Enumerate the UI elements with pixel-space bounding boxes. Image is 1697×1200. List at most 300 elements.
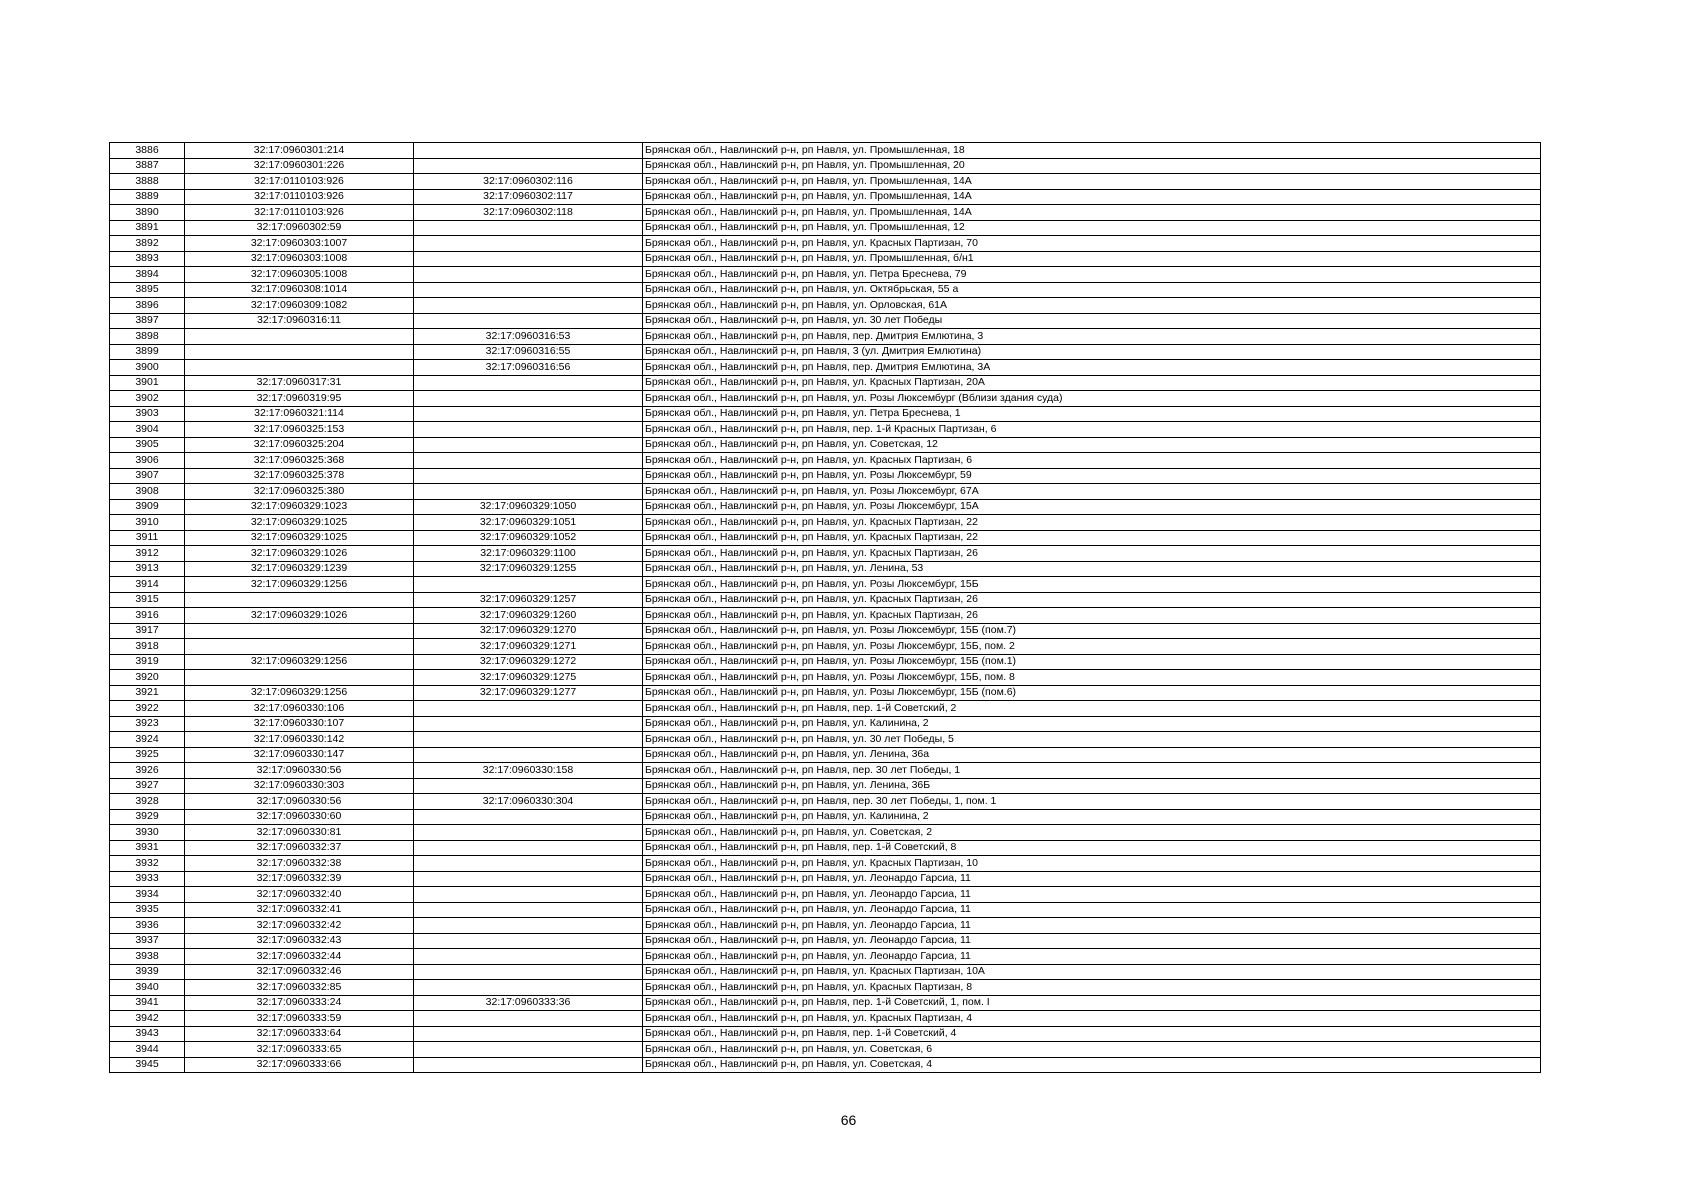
cadastral-number-cell: 32:17:0960325:368 <box>185 453 414 469</box>
related-cadastral-cell: 32:17:0960329:1260 <box>414 608 643 624</box>
table-row <box>110 515 1541 531</box>
table-row <box>110 964 1541 980</box>
table-row <box>110 608 1541 624</box>
cadastral-number-cell: 32:17:0960332:39 <box>185 871 414 887</box>
related-cadastral-cell <box>414 437 643 453</box>
related-cadastral-cell <box>414 453 643 469</box>
related-cadastral-cell <box>414 298 643 314</box>
related-cadastral-cell: 32:17:0960302:117 <box>414 189 643 205</box>
related-cadastral-cell: 32:17:0960329:1100 <box>414 546 643 562</box>
address-cell: Брянская обл., Навлинский р-н, рп Навля, ул. Советская, 12 <box>643 437 1541 453</box>
table-row <box>110 902 1541 918</box>
row-number-cell: 3931 <box>110 840 185 856</box>
row-number-cell: 3891 <box>110 220 185 236</box>
row-number-cell: 3905 <box>110 437 185 453</box>
cadastral-number-cell: 32:17:0960330:303 <box>185 778 414 794</box>
cadastral-number-cell: 32:17:0960329:1256 <box>185 685 414 701</box>
row-number-cell: 3928 <box>110 794 185 810</box>
row-number-cell: 3886 <box>110 143 185 159</box>
address-cell: Брянская обл., Навлинский р-н, рп Навля, ул. Ленина, 36а <box>643 747 1541 763</box>
table-row <box>110 856 1541 872</box>
related-cadastral-cell: 32:17:0960329:1051 <box>414 515 643 531</box>
cadastral-number-cell: 32:17:0960333:64 <box>185 1026 414 1042</box>
related-cadastral-cell <box>414 732 643 748</box>
row-number-cell: 3927 <box>110 778 185 794</box>
table-row <box>110 1042 1541 1058</box>
cadastral-number-cell: 32:17:0960330:106 <box>185 701 414 717</box>
address-cell: Брянская обл., Навлинский р-н, рп Навля, ул. Промышленная, 18 <box>643 143 1541 159</box>
related-cadastral-cell <box>414 902 643 918</box>
cadastral-number-cell: 32:17:0960325:153 <box>185 422 414 438</box>
related-cadastral-cell <box>414 220 643 236</box>
table-row <box>110 375 1541 391</box>
row-number-cell: 3922 <box>110 701 185 717</box>
table-row <box>110 468 1541 484</box>
row-number-cell: 3935 <box>110 902 185 918</box>
cadastral-number-cell: 32:17:0960321:114 <box>185 406 414 422</box>
address-cell: Брянская обл., Навлинский р-н, рп Навля, ул. Промышленная, 14А <box>643 189 1541 205</box>
table-row <box>110 1011 1541 1027</box>
related-cadastral-cell <box>414 143 643 159</box>
related-cadastral-cell <box>414 158 643 174</box>
cadastral-number-cell: 32:17:0960329:1026 <box>185 608 414 624</box>
related-cadastral-cell: 32:17:0960329:1277 <box>414 685 643 701</box>
address-cell: Брянская обл., Навлинский р-н, рп Навля, ул. Ленина, 36Б <box>643 778 1541 794</box>
table-row <box>110 453 1541 469</box>
row-number-cell: 3937 <box>110 933 185 949</box>
table-row <box>110 282 1541 298</box>
related-cadastral-cell <box>414 422 643 438</box>
cadastral-number-cell: 32:17:0110103:926 <box>185 205 414 221</box>
address-cell: Брянская обл., Навлинский р-н, рп Навля, пер. 1-й Советский, 8 <box>643 840 1541 856</box>
cadastral-number-cell: 32:17:0960309:1082 <box>185 298 414 314</box>
related-cadastral-cell <box>414 825 643 841</box>
address-cell: Брянская обл., Навлинский р-н, рп Навля, пер. 1-й Советский, 4 <box>643 1026 1541 1042</box>
cadastral-number-cell: 32:17:0960303:1008 <box>185 251 414 267</box>
address-cell: Брянская обл., Навлинский р-н, рп Навля, ул. Калинина, 2 <box>643 809 1541 825</box>
address-cell: Брянская обл., Навлинский р-н, рп Навля, пер. 30 лет Победы, 1 <box>643 763 1541 779</box>
table-row <box>110 840 1541 856</box>
cadastral-number-cell: 32:17:0960303:1007 <box>185 236 414 252</box>
address-cell: Брянская обл., Навлинский р-н, рп Навля, ул. Розы Люксембург, 15Б, пом. 2 <box>643 639 1541 655</box>
cadastral-number-cell: 32:17:0960301:214 <box>185 143 414 159</box>
table-row <box>110 1057 1541 1073</box>
address-cell: Брянская обл., Навлинский р-н, рп Навля, ул. Розы Люксембург (Вблизи здания суда) <box>643 391 1541 407</box>
page-number: 66 <box>840 1112 857 1128</box>
address-cell: Брянская обл., Навлинский р-н, рп Навля, ул. Промышленная, 14А <box>643 205 1541 221</box>
row-number-cell: 3942 <box>110 1011 185 1027</box>
address-cell: Брянская обл., Навлинский р-н, рп Навля, ул. Калинина, 2 <box>643 716 1541 732</box>
row-number-cell: 3921 <box>110 685 185 701</box>
cadastral-number-cell: 32:17:0960332:37 <box>185 840 414 856</box>
related-cadastral-cell: 32:17:0960329:1052 <box>414 530 643 546</box>
cadastral-number-cell: 32:17:0960330:56 <box>185 763 414 779</box>
cadastral-number-cell <box>185 344 414 360</box>
row-number-cell: 3901 <box>110 375 185 391</box>
table-row <box>110 577 1541 593</box>
cadastral-number-cell: 32:17:0110103:926 <box>185 174 414 190</box>
address-cell: Брянская обл., Навлинский р-н, рп Навля, ул. Леонардо Гарсиа, 11 <box>643 918 1541 934</box>
cadastral-number-cell: 32:17:0960330:107 <box>185 716 414 732</box>
related-cadastral-cell <box>414 313 643 329</box>
table-row <box>110 484 1541 500</box>
address-cell: Брянская обл., Навлинский р-н, рп Навля, ул. Розы Люксембург, 15А <box>643 499 1541 515</box>
table-row <box>110 623 1541 639</box>
address-cell: Брянская обл., Навлинский р-н, рп Навля, ул. Розы Люксембург, 15Б, пом. 8 <box>643 670 1541 686</box>
related-cadastral-cell: 32:17:0960329:1275 <box>414 670 643 686</box>
table-row <box>110 701 1541 717</box>
table-row <box>110 1026 1541 1042</box>
cadastral-number-cell: 32:17:0960316:11 <box>185 313 414 329</box>
row-number-cell: 3930 <box>110 825 185 841</box>
cadastral-number-cell <box>185 623 414 639</box>
row-number-cell: 3914 <box>110 577 185 593</box>
row-number-cell: 3908 <box>110 484 185 500</box>
address-cell: Брянская обл., Навлинский р-н, рп Навля, ул. Красных Партизан, 22 <box>643 530 1541 546</box>
row-number-cell: 3917 <box>110 623 185 639</box>
table-row <box>110 143 1541 159</box>
cadastral-number-cell: 32:17:0960329:1256 <box>185 654 414 670</box>
address-cell: Брянская обл., Навлинский р-н, рп Навля, пер. Дмитрия Емлютина, 3А <box>643 360 1541 376</box>
table-row <box>110 561 1541 577</box>
related-cadastral-cell <box>414 701 643 717</box>
address-cell: Брянская обл., Навлинский р-н, рп Навля, ул. Красных Партизан, 6 <box>643 453 1541 469</box>
related-cadastral-cell: 32:17:0960330:304 <box>414 794 643 810</box>
table-row <box>110 158 1541 174</box>
cadastral-number-cell: 32:17:0960333:24 <box>185 995 414 1011</box>
cadastral-number-cell: 32:17:0960317:31 <box>185 375 414 391</box>
address-cell: Брянская обл., Навлинский р-н, рп Навля, ул. Розы Люксембург, 67А <box>643 484 1541 500</box>
address-cell: Брянская обл., Навлинский р-н, рп Навля, ул. Советская, 2 <box>643 825 1541 841</box>
related-cadastral-cell <box>414 375 643 391</box>
address-cell: Брянская обл., Навлинский р-н, рп Навля, ул. Леонардо Гарсиа, 11 <box>643 949 1541 965</box>
related-cadastral-cell <box>414 484 643 500</box>
table-row <box>110 732 1541 748</box>
cadastral-number-cell: 32:17:0960332:43 <box>185 933 414 949</box>
table-row <box>110 980 1541 996</box>
related-cadastral-cell <box>414 840 643 856</box>
cadastral-number-cell: 32:17:0960330:81 <box>185 825 414 841</box>
related-cadastral-cell <box>414 980 643 996</box>
table-row <box>110 592 1541 608</box>
row-number-cell: 3904 <box>110 422 185 438</box>
address-cell: Брянская обл., Навлинский р-н, рп Навля, ул. Красных Партизан, 20А <box>643 375 1541 391</box>
cadastral-number-cell <box>185 592 414 608</box>
address-cell: Брянская обл., Навлинский р-н, рп Навля, ул. Красных Партизан, 10 <box>643 856 1541 872</box>
row-number-cell: 3907 <box>110 468 185 484</box>
address-cell: Брянская обл., Навлинский р-н, рп Навля, пер. 1-й Красных Партизан, 6 <box>643 422 1541 438</box>
related-cadastral-cell: 32:17:0960302:116 <box>414 174 643 190</box>
table-row <box>110 949 1541 965</box>
row-number-cell: 3889 <box>110 189 185 205</box>
table-row <box>110 205 1541 221</box>
row-number-cell: 3920 <box>110 670 185 686</box>
row-number-cell: 3909 <box>110 499 185 515</box>
row-number-cell: 3929 <box>110 809 185 825</box>
cadastral-number-cell: 32:17:0960329:1023 <box>185 499 414 515</box>
address-cell: Брянская обл., Навлинский р-н, рп Навля, ул. 30 лет Победы, 5 <box>643 732 1541 748</box>
table-row <box>110 422 1541 438</box>
related-cadastral-cell: 32:17:0960329:1271 <box>414 639 643 655</box>
cadastral-number-cell: 32:17:0960302:59 <box>185 220 414 236</box>
cadastral-number-cell: 32:17:0960330:60 <box>185 809 414 825</box>
address-cell: Брянская обл., Навлинский р-н, рп Навля, ул. Леонардо Гарсиа, 11 <box>643 902 1541 918</box>
cadastral-number-cell: 32:17:0960333:59 <box>185 1011 414 1027</box>
registry-table <box>109 142 1541 1073</box>
related-cadastral-cell: 32:17:0960329:1257 <box>414 592 643 608</box>
related-cadastral-cell <box>414 282 643 298</box>
table-row <box>110 871 1541 887</box>
related-cadastral-cell <box>414 871 643 887</box>
cadastral-number-cell: 32:17:0960329:1025 <box>185 530 414 546</box>
related-cadastral-cell <box>414 267 643 283</box>
cadastral-number-cell: 32:17:0960301:226 <box>185 158 414 174</box>
address-cell: Брянская обл., Навлинский р-н, рп Навля, ул. Советская, 4 <box>643 1057 1541 1073</box>
row-number-cell: 3925 <box>110 747 185 763</box>
row-number-cell: 3890 <box>110 205 185 221</box>
table-row <box>110 267 1541 283</box>
related-cadastral-cell: 32:17:0960316:53 <box>414 329 643 345</box>
row-number-cell: 3898 <box>110 329 185 345</box>
related-cadastral-cell <box>414 236 643 252</box>
row-number-cell: 3916 <box>110 608 185 624</box>
address-cell: Брянская обл., Навлинский р-н, рп Навля, ул. Красных Партизан, 22 <box>643 515 1541 531</box>
table-row <box>110 437 1541 453</box>
row-number-cell: 3924 <box>110 732 185 748</box>
table-row <box>110 778 1541 794</box>
related-cadastral-cell: 32:17:0960329:1050 <box>414 499 643 515</box>
related-cadastral-cell: 32:17:0960302:118 <box>414 205 643 221</box>
row-number-cell: 3888 <box>110 174 185 190</box>
related-cadastral-cell <box>414 933 643 949</box>
address-cell: Брянская обл., Навлинский р-н, рп Навля, ул. Петра Бреснева, 1 <box>643 406 1541 422</box>
related-cadastral-cell <box>414 1057 643 1073</box>
cadastral-number-cell <box>185 639 414 655</box>
address-cell: Брянская обл., Навлинский р-н, рп Навля, пер. Дмитрия Емлютина, 3 <box>643 329 1541 345</box>
table-row <box>110 499 1541 515</box>
related-cadastral-cell <box>414 1026 643 1042</box>
table-row <box>110 546 1541 562</box>
related-cadastral-cell <box>414 406 643 422</box>
cadastral-number-cell: 32:17:0960329:1026 <box>185 546 414 562</box>
related-cadastral-cell <box>414 1042 643 1058</box>
related-cadastral-cell <box>414 391 643 407</box>
related-cadastral-cell: 32:17:0960333:36 <box>414 995 643 1011</box>
related-cadastral-cell <box>414 887 643 903</box>
cadastral-number-cell: 32:17:0960308:1014 <box>185 282 414 298</box>
related-cadastral-cell <box>414 747 643 763</box>
address-cell: Брянская обл., Навлинский р-н, рп Навля, ул. Красных Партизан, 70 <box>643 236 1541 252</box>
cadastral-number-cell: 32:17:0960332:46 <box>185 964 414 980</box>
related-cadastral-cell <box>414 1011 643 1027</box>
cadastral-number-cell: 32:17:0960332:40 <box>185 887 414 903</box>
row-number-cell: 3943 <box>110 1026 185 1042</box>
address-cell: Брянская обл., Навлинский р-н, рп Навля, ул. Розы Люксембург, 15Б (пом.6) <box>643 685 1541 701</box>
table-row <box>110 809 1541 825</box>
related-cadastral-cell <box>414 468 643 484</box>
address-cell: Брянская обл., Навлинский р-н, рп Навля, пер. 1-й Советский, 1, пом. I <box>643 995 1541 1011</box>
cadastral-number-cell: 32:17:0960325:380 <box>185 484 414 500</box>
row-number-cell: 3926 <box>110 763 185 779</box>
table-row <box>110 685 1541 701</box>
cadastral-number-cell: 32:17:0960333:66 <box>185 1057 414 1073</box>
row-number-cell: 3934 <box>110 887 185 903</box>
related-cadastral-cell <box>414 949 643 965</box>
address-cell: Брянская обл., Навлинский р-н, рп Навля, ул. Промышленная, 20 <box>643 158 1541 174</box>
table-row <box>110 406 1541 422</box>
address-cell: Брянская обл., Навлинский р-н, рп Навля, ул. Красных Партизан, 26 <box>643 608 1541 624</box>
address-cell: Брянская обл., Навлинский р-н, рп Навля, ул. Промышленная, 14А <box>643 174 1541 190</box>
table-row <box>110 995 1541 1011</box>
row-number-cell: 3887 <box>110 158 185 174</box>
related-cadastral-cell <box>414 778 643 794</box>
row-number-cell: 3919 <box>110 654 185 670</box>
cadastral-number-cell: 32:17:0960325:378 <box>185 468 414 484</box>
table-row <box>110 887 1541 903</box>
row-number-cell: 3913 <box>110 561 185 577</box>
row-number-cell: 3900 <box>110 360 185 376</box>
address-cell: Брянская обл., Навлинский р-н, рп Навля, ул. Красных Партизан, 10А <box>643 964 1541 980</box>
table-row <box>110 639 1541 655</box>
row-number-cell: 3899 <box>110 344 185 360</box>
row-number-cell: 3906 <box>110 453 185 469</box>
address-cell: Брянская обл., Навлинский р-н, рп Навля, ул. Красных Партизан, 4 <box>643 1011 1541 1027</box>
row-number-cell: 3915 <box>110 592 185 608</box>
table-row <box>110 933 1541 949</box>
cadastral-number-cell: 32:17:0960330:142 <box>185 732 414 748</box>
address-cell: Брянская обл., Навлинский р-н, рп Навля, ул. Ленина, 53 <box>643 561 1541 577</box>
row-number-cell: 3903 <box>110 406 185 422</box>
address-cell: Брянская обл., Навлинский р-н, рп Навля, ул. Орловская, 61А <box>643 298 1541 314</box>
cadastral-number-cell: 32:17:0960305:1008 <box>185 267 414 283</box>
table-row <box>110 670 1541 686</box>
address-cell: Брянская обл., Навлинский р-н, рп Навля, ул. Красных Партизан, 26 <box>643 546 1541 562</box>
table-row <box>110 236 1541 252</box>
table-row <box>110 344 1541 360</box>
row-number-cell: 3940 <box>110 980 185 996</box>
address-cell: Брянская обл., Навлинский р-н, рп Навля, пер. 30 лет Победы, 1, пом. 1 <box>643 794 1541 810</box>
row-number-cell: 3933 <box>110 871 185 887</box>
address-cell: Брянская обл., Навлинский р-н, рп Навля, ул. Розы Люксембург, 59 <box>643 468 1541 484</box>
table-row <box>110 918 1541 934</box>
address-cell: Брянская обл., Навлинский р-н, рп Навля, ул. Октябрьская, 55 а <box>643 282 1541 298</box>
address-cell: Брянская обл., Навлинский р-н, рп Навля, ул. Петра Бреснева, 79 <box>643 267 1541 283</box>
address-cell: Брянская обл., Навлинский р-н, рп Навля, ул. Розы Люксембург, 15Б (пом.1) <box>643 654 1541 670</box>
related-cadastral-cell <box>414 856 643 872</box>
table-row <box>110 329 1541 345</box>
row-number-cell: 3923 <box>110 716 185 732</box>
related-cadastral-cell <box>414 251 643 267</box>
row-number-cell: 3902 <box>110 391 185 407</box>
table-row <box>110 763 1541 779</box>
cadastral-number-cell: 32:17:0960329:1239 <box>185 561 414 577</box>
address-cell: Брянская обл., Навлинский р-н, рп Навля, ул. Красных Партизан, 26 <box>643 592 1541 608</box>
table-row <box>110 189 1541 205</box>
related-cadastral-cell: 32:17:0960316:55 <box>414 344 643 360</box>
related-cadastral-cell <box>414 577 643 593</box>
cadastral-number-cell: 32:17:0960329:1025 <box>185 515 414 531</box>
table-row <box>110 530 1541 546</box>
related-cadastral-cell <box>414 716 643 732</box>
address-cell: Брянская обл., Навлинский р-н, рп Навля, ул. Советская, 6 <box>643 1042 1541 1058</box>
cadastral-number-cell: 32:17:0960319:95 <box>185 391 414 407</box>
table-row <box>110 174 1541 190</box>
row-number-cell: 3945 <box>110 1057 185 1073</box>
address-cell: Брянская обл., Навлинский р-н, рп Навля, ул. 30 лет Победы <box>643 313 1541 329</box>
row-number-cell: 3892 <box>110 236 185 252</box>
table-row <box>110 716 1541 732</box>
related-cadastral-cell: 32:17:0960316:56 <box>414 360 643 376</box>
related-cadastral-cell <box>414 809 643 825</box>
table-row <box>110 251 1541 267</box>
cadastral-number-cell: 32:17:0960330:56 <box>185 794 414 810</box>
cadastral-number-cell <box>185 329 414 345</box>
table-row <box>110 360 1541 376</box>
address-cell: Брянская обл., Навлинский р-н, рп Навля, ул. Леонардо Гарсиа, 11 <box>643 887 1541 903</box>
address-cell: Брянская обл., Навлинский р-н, рп Навля, ул. Леонардо Гарсиа, 11 <box>643 871 1541 887</box>
cadastral-number-cell: 32:17:0960332:38 <box>185 856 414 872</box>
address-cell: Брянская обл., Навлинский р-н, рп Навля, ул. Леонардо Гарсиа, 11 <box>643 933 1541 949</box>
cadastral-number-cell: 32:17:0110103:926 <box>185 189 414 205</box>
cadastral-number-cell: 32:17:0960332:85 <box>185 980 414 996</box>
row-number-cell: 3941 <box>110 995 185 1011</box>
cadastral-number-cell: 32:17:0960332:42 <box>185 918 414 934</box>
table-row <box>110 825 1541 841</box>
table-row <box>110 747 1541 763</box>
address-cell: Брянская обл., Навлинский р-н, рп Навля, ул. Промышленная, б/н1 <box>643 251 1541 267</box>
table-row <box>110 391 1541 407</box>
row-number-cell: 3896 <box>110 298 185 314</box>
row-number-cell: 3918 <box>110 639 185 655</box>
row-number-cell: 3894 <box>110 267 185 283</box>
related-cadastral-cell: 32:17:0960329:1270 <box>414 623 643 639</box>
row-number-cell: 3911 <box>110 530 185 546</box>
related-cadastral-cell <box>414 964 643 980</box>
table-row <box>110 654 1541 670</box>
cadastral-number-cell: 32:17:0960333:65 <box>185 1042 414 1058</box>
cadastral-number-cell: 32:17:0960330:147 <box>185 747 414 763</box>
row-number-cell: 3910 <box>110 515 185 531</box>
row-number-cell: 3897 <box>110 313 185 329</box>
cadastral-number-cell: 32:17:0960329:1256 <box>185 577 414 593</box>
address-cell: Брянская обл., Навлинский р-н, рп Навля, ул. Промышленная, 12 <box>643 220 1541 236</box>
row-number-cell: 3932 <box>110 856 185 872</box>
row-number-cell: 3936 <box>110 918 185 934</box>
cadastral-number-cell: 32:17:0960325:204 <box>185 437 414 453</box>
table-row <box>110 313 1541 329</box>
row-number-cell: 3895 <box>110 282 185 298</box>
row-number-cell: 3944 <box>110 1042 185 1058</box>
related-cadastral-cell: 32:17:0960329:1255 <box>414 561 643 577</box>
table-row <box>110 220 1541 236</box>
row-number-cell: 3893 <box>110 251 185 267</box>
related-cadastral-cell: 32:17:0960329:1272 <box>414 654 643 670</box>
related-cadastral-cell: 32:17:0960330:158 <box>414 763 643 779</box>
cadastral-number-cell <box>185 670 414 686</box>
table-row <box>110 298 1541 314</box>
registry-table-body <box>110 143 1541 1073</box>
address-cell: Брянская обл., Навлинский р-н, рп Навля, ул. Красных Партизан, 8 <box>643 980 1541 996</box>
address-cell: Брянская обл., Навлинский р-н, рп Навля, ул. Розы Люксембург, 15Б (пом.7) <box>643 623 1541 639</box>
address-cell: Брянская обл., Навлинский р-н, рп Навля, 3 (ул. Дмитрия Емлютина) <box>643 344 1541 360</box>
cadastral-number-cell <box>185 360 414 376</box>
cadastral-number-cell: 32:17:0960332:41 <box>185 902 414 918</box>
address-cell: Брянская обл., Навлинский р-н, рп Навля, пер. 1-й Советский, 2 <box>643 701 1541 717</box>
row-number-cell: 3912 <box>110 546 185 562</box>
related-cadastral-cell <box>414 918 643 934</box>
address-cell: Брянская обл., Навлинский р-н, рп Навля, ул. Розы Люксембург, 15Б <box>643 577 1541 593</box>
row-number-cell: 3939 <box>110 964 185 980</box>
